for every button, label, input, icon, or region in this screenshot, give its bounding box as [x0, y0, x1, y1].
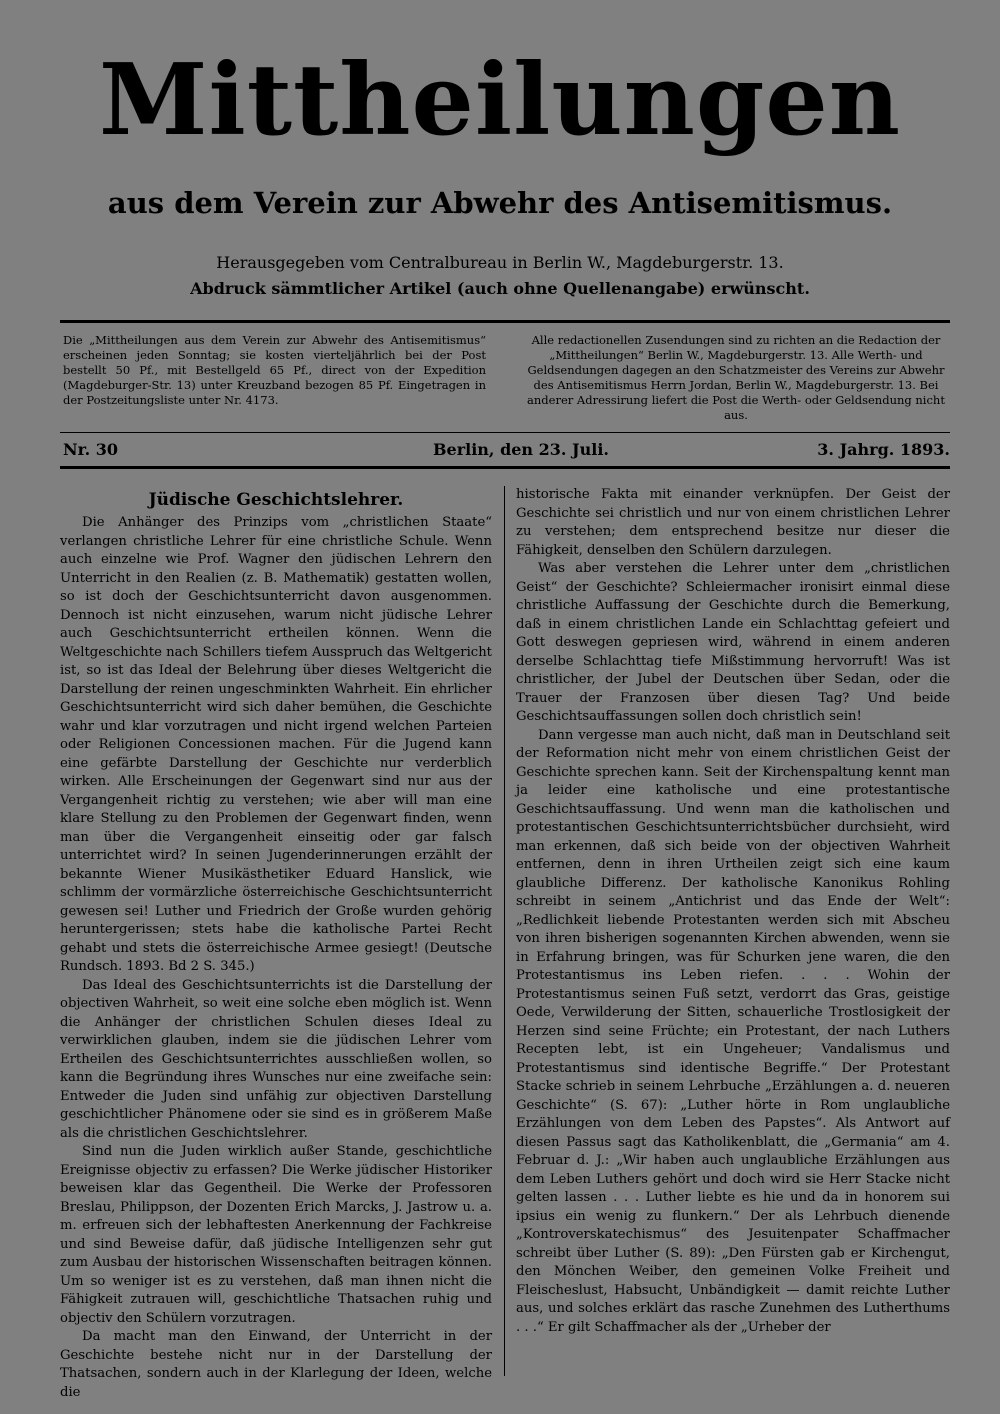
issue-volume: 3. Jahrg. 1893. [817, 440, 950, 459]
masthead-title: Mittheilungen [99, 43, 901, 158]
article-column-left [60, 514, 492, 1402]
article-paragraph: Die Anhänger des Prinzips vom „christlichen Staate“ verlangen christliche Lehrer für eine christliche Schule. Wenn auch einzelne wie Prof. Wagner den jüdischen Lehrern den Unterricht in den Realien (z. B. Mathematik) gestatten wollen, so ist doch der Geschichtsunterricht davon ausgenommen. Dennoch ist nicht einzusehen, warum nicht jüdische Lehrer auch Geschichtsunterricht ertheilen können. Wenn die Weltgeschichte nach Schillers tiefem Ausspruch das Weltgericht ist, so ist das Ideal der Belehrung über dieses Weltgericht die Darstellung der reinen ungeschminkten Wahrheit. Ein ehrlicher Geschichtsunterricht wird sich daher bemühen, die Geschichte wahr und klar vorzutragen und nicht irgend welchen Parteien oder Religionen Concessionen machen. Für die Jugend kann eine gefärbte Darstellung der Geschichte nur verderblich wirken. Alle Erscheinungen der Gegenwart sind nur aus der Vergangenheit richtig zu verstehen; wie aber will man eine klare Stellung zu den Problemen der Gegenwart finden, wenn man über die Vergangenheit einseitig oder gar falsch unterrichtet wird? In seinen Jugenderinnerungen erzählt der bekannte Wiener Musikästhetiker Eduard Hanslick, wie schlimm der vormärzliche österreichische Geschichtsunterricht gewesen sei! Luther und Friedrich der Große wurden gehörig heruntergerissen; stets habe die katholische Partei Recht gehabt und stets die österreichische Armee gesiegt! (Deutsche Rundsch. 1893. Bd 2 S. 345.) [60, 515, 492, 974]
issue-date: Berlin, den 23. Juli. [433, 440, 609, 459]
article-paragraph: Was aber verstehen die Lehrer unter dem „christlichen Geist“ der Geschichte? Schleiermacher ironisirt einmal diese christliche Auffassung der Geschichte durch die Bemerkung, daß in einem christlichen Lande ein Schlachttag gefeiert und Gott deswegen gepriesen wird, während in einem anderen derselbe Schlachttag tiefe Mißstimmung hervorruft! Was ist christlicher, der Jubel der Deutschen über Sedan, oder die Trauer der Franzosen über diesen Tag? Und beide Geschichtsauffassungen sollen doch christlich sein! [516, 561, 950, 724]
subscription-info: Die „Mittheilungen aus dem Verein zur Abwehr des Antisemitismus“ erscheinen jeden Sonntag; sie kosten vierteljährlich bei der Post bestellt 50 Pf., mit Bestellgeld 65 Pf., direct von der Expedition (Magdeburger-Str. 13) unter Kreuzband bezogen 85 Pf. Eingetragen in der Postzeitungsliste unter Nr. 4173. [63, 333, 486, 407]
article-paragraph: historische Fakta mit einander verknüpfen. Der Geist der Geschichte sei christlich und nur von einem christlichen Lehrer zu verstehen; dem entsprechend besitze nur dieser die Fähigkeit, denselben den Schülern darzulegen. [516, 487, 950, 558]
header-rule [60, 320, 950, 323]
reprint-note: Abdruck sämmtlicher Artikel (auch ohne Quellenangabe) erwünscht. [190, 279, 810, 298]
issue-line [63, 440, 950, 462]
masthead-subtitle: aus dem Verein zur Abwehr des Antisemitismus. [107, 186, 893, 220]
issue-number: Nr. 30 [63, 440, 118, 459]
article-paragraph: Dann vergesse man auch nicht, daß man in Deutschland seit der Reformation nicht mehr von einem christlichen Geist der Geschichte sprechen kann. Seit der Kirchenspaltung kennt man ja leider eine katholische und eine protestantische Geschichtsauffassung. Und wenn man die katholischen und protestantischen Geschichtsunterrichtsbücher durchsieht, wird man erkennen, daß sich beide von der objectiven Wahrheit entfernen, denn in ihren Urtheilen zeigt sich eine kaum glaubliche Differenz. Der katholische Kanonikus Rohling schreibt in seinem „Antichrist und das Ende der Welt“: „Redlichkeit liebende Protestanten werden sich mit Abscheu von ihren bisherigen sogenannten Kirchen abwenden, wenn sie in Erfahrung bringen, was für Schurken jene waren, die den Protestantismus ins Leben riefen. . . . Wohin der Protestantismus seinen Fuß setzt, verdorrt das Gras, geistige Oede, Verwilderung der Sitten, schauerliche Trostlosigkeit der Herzen sind seine Früchte; ein Protestant, der nach Luthers Recepten lebt, ist ein Ungeheuer; Vandalismus und Protestantismus sind identische Begriffe.“ Der Protestant Stacke schrieb in seinem Lehrbuche „Erzählungen a. d. neueren Geschichte“ (S. 67): „Luther hörte in Rom unglaubliche Erzählungen von dem Leben des Papstes“. Als Antwort auf diesen Passus sagt das Katholikenblatt, die „Germania“ am 4. Februar d. J.: „Wir haben auch unglaubliche Erzählungen aus dem Leben Luthers gehört und doch wird sie Herr Stacke nicht gelten lassen . . . Luther liebte es hie und da in honorem sui ipsius ein wenig zu flunkern.“ Der als Lehrbuch dienende „Kontroverskatechismus“ des Jesuitenpater Schaffmacher schreibt über Luther (S. 89): „Den Fürsten gab er Kirchengut, den Mönchen Weiber, den gemeinen Volke Freiheit und Fleischeslust, Habsucht, Unbändigkeit — damit reichte Luther aus, und solches erklärt das rasche Zunehmen des Lutherthums . . .“ Er gilt Schaffmacher als der „Urheber der [516, 727, 950, 1335]
publisher-line: Herausgegeben vom Centralbureau in Berlin W., Magdeburgerstr. 13. [216, 253, 784, 272]
article-paragraph: Das Ideal des Geschichtsunterrichts ist die Darstellung der objectiven Wahrheit, so weit eine solche eben möglich ist. Wenn die Anhänger der christlichen Schulen dieses Ideal zu verwirklichen glauben, indem sie die jüdischen Lehrer vom Ertheilen des Geschichtsunterrichtes ausschließen wollen, so kann die Begründung ihres Wunsches nur eine zweifache sein: Entweder die Juden sind unfähig zur objectiven Darstellung geschichtlicher Phänomene oder sie sind es in größerem Maße als die christlichen Geschichtslehrer. [60, 977, 492, 1141]
editorial-address-info: Alle redactionellen Zusendungen sind zu richten an die Redaction der „Mittheilungen“ Berlin W., Magdeburgerstr. 13. Alle Werth- und Geldsendungen dagegen an den Schatzmeister des Vereins zur Abwehr des Antisemitismus Herrn Jordan, Berlin W., Magdeburgerstr. 13. Bei anderer Adressirung liefert die Post die Werth- oder Geldsendung nicht aus. [527, 333, 945, 422]
article-title: Jüdische Geschichtslehrer. [148, 490, 404, 510]
column-divider [504, 486, 505, 1376]
article-paragraph: Sind nun die Juden wirklich außer Stande, geschichtliche Ereignisse objectiv zu erfassen? Die Werke jüdischer Historiker beweisen klar das Gegentheil. Die Werke der Professoren Breslau, Philippson, der Dozenten Erich Marcks, J. Jastrow u. a. m. erfreuen sich der lebhaftesten Anerkennung der Fachkreise und sind Beweise dafür, daß jüdische Intelligenzen sehr gut zum Ausbau der historischen Wissenschaften beitragen können. Um so weniger ist es zu verstehen, daß man ihnen nicht die Fähigkeit zutrauen will, geschichtliche Thatsachen ruhig und objectiv den Schülern vorzutragen. [60, 1144, 492, 1326]
issue-rule-bottom [60, 466, 950, 469]
issue-rule-top [60, 432, 950, 433]
article-column-right [516, 486, 950, 1337]
article-paragraph: Da macht man den Einwand, der Unterricht in der Geschichte bestehe nicht nur in der Darstellung der Thatsachen, sondern auch in der Klarlegung der Ideen, welche die [60, 1329, 492, 1400]
